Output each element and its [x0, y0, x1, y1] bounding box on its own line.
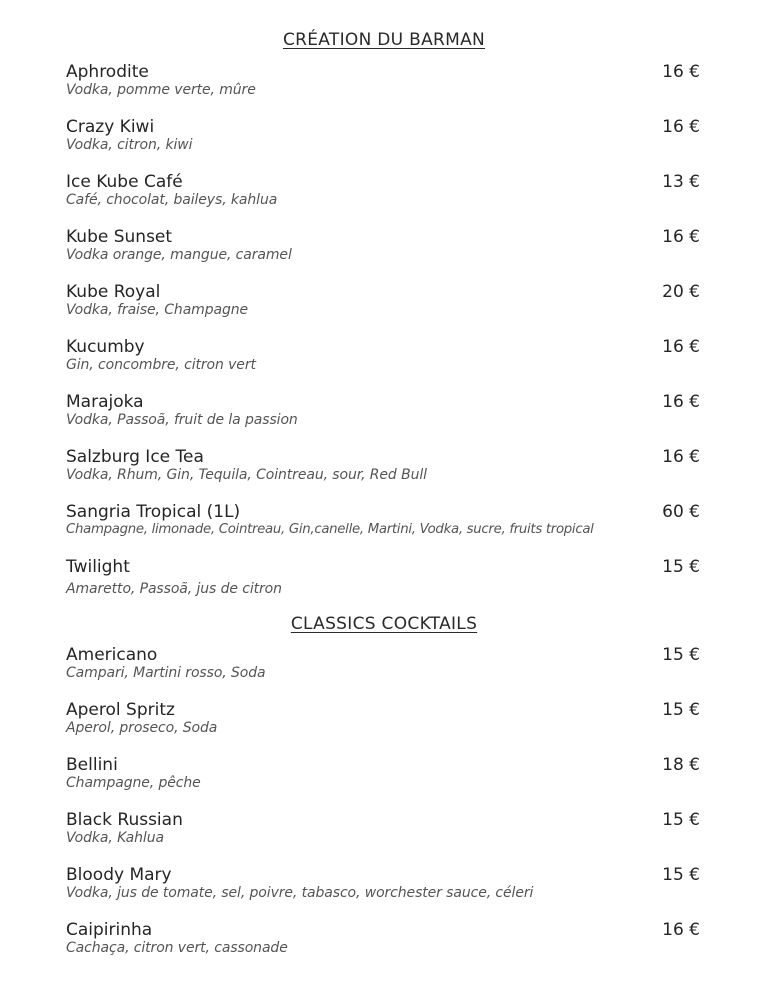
item-price: 15 € [662, 810, 700, 830]
item-price: 60 € [662, 502, 700, 522]
menu-item-crazy-kiwi [66, 117, 700, 153]
item-price: 16 € [662, 920, 700, 940]
item-description: Cachaça, citron vert, cassonade [66, 940, 288, 956]
menu-item-marajoka [66, 392, 700, 428]
menu-item-ice-kube-cafe [66, 172, 700, 208]
item-price: 15 € [662, 557, 700, 577]
menu-item-caipirinha [66, 920, 700, 956]
item-description: Vodka, Passoã, fruit de la passion [66, 412, 298, 428]
menu-item-kube-royal [66, 282, 700, 318]
menu-item-bloody-mary [66, 865, 700, 901]
menu-item-bellini [66, 755, 700, 791]
menu-item-aphrodite [66, 62, 700, 98]
item-description: Vodka orange, mangue, caramel [66, 247, 292, 263]
item-name: Kucumby [66, 337, 145, 357]
item-name: Ice Kube Café [66, 172, 183, 192]
item-price: 13 € [662, 172, 700, 192]
item-price: 16 € [662, 62, 700, 82]
item-name: Kube Sunset [66, 227, 173, 247]
item-name: Bellini [66, 755, 118, 775]
item-name: Americano [66, 645, 158, 665]
item-price: 18 € [662, 755, 700, 775]
item-description: Aperol, proseco, Soda [66, 720, 218, 736]
item-description: Vodka, Kahlua [66, 830, 164, 846]
item-price: 16 € [662, 392, 700, 412]
item-price: 16 € [662, 337, 700, 357]
item-description: Vodka, Rhum, Gin, Tequila, Cointreau, sour, Red Bull [66, 467, 427, 483]
item-name: Kube Royal [66, 282, 161, 302]
item-description: Vodka, fraise, Champagne [66, 302, 249, 318]
menu-item-twilight [66, 557, 700, 597]
item-name: Marajoka [66, 392, 144, 412]
item-description: Vodka, citron, kiwi [66, 137, 193, 153]
item-description: Champagne, pêche [66, 775, 201, 791]
item-name: Bloody Mary [66, 865, 172, 885]
item-price: 20 € [662, 282, 700, 302]
item-price: 15 € [662, 865, 700, 885]
item-description: Gin, concombre, citron vert [66, 357, 256, 373]
item-name: Aperol Spritz [66, 700, 175, 720]
menu-item-aperol-spritz [66, 700, 700, 736]
section-title-creation: CRÉATION DU BARMAN [282, 30, 486, 50]
menu-item-americano [66, 645, 700, 681]
item-name: Aphrodite [66, 62, 149, 82]
section-title-classics: CLASSICS COCKTAILS [290, 614, 478, 634]
item-price: 16 € [662, 117, 700, 137]
item-description: Café, chocolat, baileys, kahlua [66, 192, 278, 208]
item-name: Caipirinha [66, 920, 153, 940]
item-price: 16 € [662, 447, 700, 467]
item-name: Crazy Kiwi [66, 117, 155, 137]
menu-item-kube-sunset [66, 227, 700, 263]
item-name: Black Russian [66, 810, 183, 830]
item-description: Campari, Martini rosso, Soda [66, 665, 266, 681]
item-price: 16 € [662, 227, 700, 247]
menu-item-black-russian [66, 810, 700, 846]
menu-item-sangria-tropical [66, 502, 700, 537]
item-name: Twilight [66, 557, 130, 577]
item-description: Champagne, limonade, Cointreau, Gin,canelle, Martini, Vodka, sucre, fruits tropical [66, 522, 594, 537]
menu-item-kucumby [66, 337, 700, 373]
menu-item-salzburg-ice-tea [66, 447, 700, 483]
item-description: Amaretto, Passoã, jus de citron [66, 581, 282, 597]
item-description: Vodka, jus de tomate, sel, poivre, tabasco, worchester sauce, céleri [66, 885, 534, 901]
item-name: Sangria Tropical (1L) [66, 502, 241, 522]
item-description: Vodka, pomme verte, mûre [66, 82, 256, 98]
item-price: 15 € [662, 700, 700, 720]
item-price: 15 € [662, 645, 700, 665]
item-name: Salzburg Ice Tea [66, 447, 204, 467]
